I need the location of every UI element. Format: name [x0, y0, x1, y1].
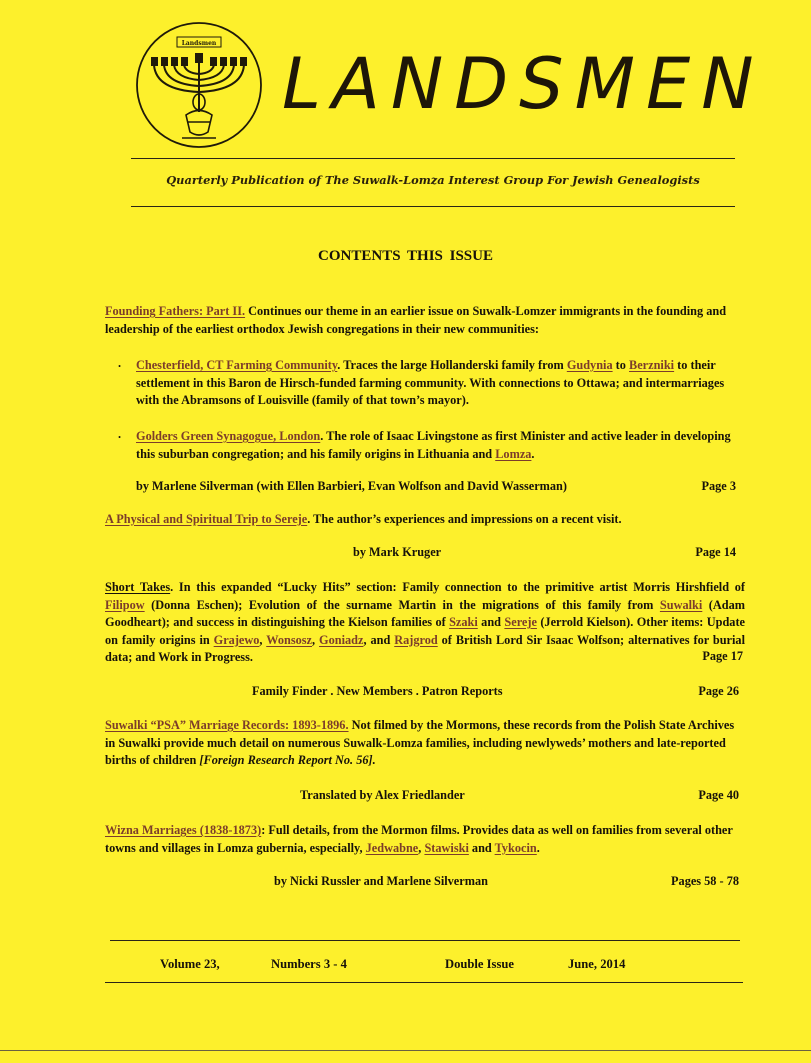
short-takes-title: Short Takes: [105, 580, 171, 594]
founding-page: Page 3: [701, 479, 736, 493]
article-golders-green: [136, 428, 748, 463]
logo-title: Landsmen: [181, 40, 217, 47]
short-takes-text: (Adam Goodheart); and success in distinguishing the Kielson families of: [105, 597, 745, 629]
wizna-title: Wizna Marriages (1838-1873): [105, 823, 262, 837]
founding-fathers-summary: Continues our theme in an earlier issue on Suwalk-Lomzer immigrants in the founding and leadership of the earliest orthodox Jewish congregations in their new communities:: [105, 304, 727, 336]
bullet-dot: .: [118, 356, 122, 370]
golders-green-text: .: [531, 446, 535, 461]
town-link-gudynia: Gudynia: [566, 358, 613, 372]
article-trip: [105, 511, 745, 529]
short-takes-text: (Jerrold Kielson). Other items: Update on family origins in: [105, 615, 746, 647]
footer-rule-top: [110, 940, 740, 941]
short-takes-text: ,: [312, 632, 320, 647]
town-link-lomza: Lomza: [495, 446, 532, 461]
short-takes-page: Page 17: [702, 649, 743, 663]
town-link-grajewo: Grajewo: [213, 632, 260, 647]
town-link-suwalki: Suwalki: [659, 597, 703, 612]
chesterfield-text: to: [612, 358, 630, 372]
short-takes-text: . In this expanded “Lucky Hits” section: Family connection to the primitive artist Morris Hirshfield of: [170, 580, 745, 594]
psa-page: Page 40: [698, 788, 739, 802]
psa-byline: Translated by Alex Friedlander: [300, 788, 465, 802]
tagline-rule: [131, 206, 735, 207]
tagline: Quarterly Publication of The Suwalk-Lomza Interest Group For Jewish Genealogists: [166, 173, 700, 187]
trip-page: Page 14: [695, 545, 736, 559]
numbers-label: Numbers 3 - 4: [271, 957, 347, 971]
wizna-text: ,: [418, 840, 425, 855]
town-link-szaki: Szaki: [449, 615, 478, 629]
wizna-byline: by Nicki Russler and Marlene Silverman: [274, 874, 488, 888]
scan-edge-line: [0, 1050, 811, 1051]
wizna-text: : Full details, from the Mormon films. Provides data as well on families from several other towns and villages in Lomza gubernia, especially,: [105, 823, 733, 855]
wizna-page: Pages 58 - 78: [671, 874, 739, 888]
psa-text: Not filmed by the Mormons, these records from the Polish State Archives in Suwalki provide much detail on numerous Suwalk-Lomza families, including newlyweds’ mothers and late-reported births of children: [105, 718, 735, 767]
town-link-goniadz: Goniadz: [319, 632, 364, 647]
golders-green-title: Golders Green Synagogue, London: [136, 429, 321, 443]
founding-byline: by Marlene Silverman (with Ellen Barbieri, Evan Wolfson and David Wasserman): [136, 479, 567, 493]
issue-label: Double Issue: [445, 957, 514, 971]
town-link-stawiski: Stawiski: [424, 840, 469, 855]
chesterfield-title: Chesterfield, CT Farming Community: [136, 358, 338, 372]
town-link-sereje: Sereje: [504, 615, 537, 629]
trip-summary: . The author’s experiences and impressions on a recent visit.: [307, 512, 622, 526]
date-label: June, 2014: [568, 957, 626, 971]
town-link-tykocin: Tykocin: [494, 840, 537, 855]
golders-green-text: . The role of Isaac Livingstone as first Minister and active leader in developing this suburban congregation; and his family origins in Lithuania and: [136, 429, 731, 461]
town-link-wonsosz: Wonsosz: [266, 632, 313, 647]
footer-rule-bottom: [105, 982, 743, 983]
article-founding-fathers: [105, 303, 745, 338]
wizna-text: and: [468, 840, 495, 855]
article-chesterfield: [136, 357, 748, 410]
trip-title: A Physical and Spiritual Trip to Sereje: [105, 512, 308, 526]
top-rule: [131, 158, 735, 159]
volume-label: Volume 23,: [160, 957, 220, 971]
short-takes-text: and: [477, 615, 505, 629]
chesterfield-text: . Traces the large Hollanderski family from: [337, 358, 567, 372]
psa-title: Suwalki “PSA” Marriage Records: 1893-1896.: [105, 718, 349, 732]
chesterfield-text: to their settlement in this Baron de Hirsch-funded farming community. With connections to Ottawa; and intermarriages with the Abramsons of Louisville (family of that town’s mayor).: [136, 358, 725, 407]
wizna-text: .: [536, 840, 540, 855]
article-psa-records: [105, 717, 745, 770]
masthead-title: LANDSMEN: [282, 43, 765, 125]
short-takes-text: ,: [259, 632, 267, 647]
family-finder-page: Page 26: [698, 684, 739, 698]
family-finder-line: Family Finder . New Members . Patron Reports: [252, 684, 503, 698]
town-link-filipow: Filipow: [105, 597, 145, 612]
trip-byline: by Mark Kruger: [353, 545, 442, 559]
article-short-takes: [105, 579, 745, 667]
contents-heading: CONTENTS THIS ISSUE: [318, 248, 493, 264]
article-wizna: [105, 822, 750, 857]
short-takes-text: of British Lord Sir Isaac Wolfson; alternatives for burial data; and Work in Progress.: [105, 632, 745, 664]
town-link-rajgrod: Rajgrod: [394, 632, 438, 647]
founding-fathers-title: Founding Fathers: Part II.: [105, 304, 246, 318]
town-link-berzniki: Berzniki: [629, 358, 675, 372]
bullet-dot: .: [118, 427, 122, 441]
short-takes-text: , and: [363, 632, 395, 647]
menorah-logo-icon: [134, 20, 264, 150]
town-link-jedwabne: Jedwabne: [365, 840, 419, 855]
short-takes-text: (Donna Eschen); Evolution of the surname Martin in the migrations of this family from: [144, 597, 660, 612]
psa-report-ref: [Foreign Research Report No. 56].: [199, 753, 376, 767]
